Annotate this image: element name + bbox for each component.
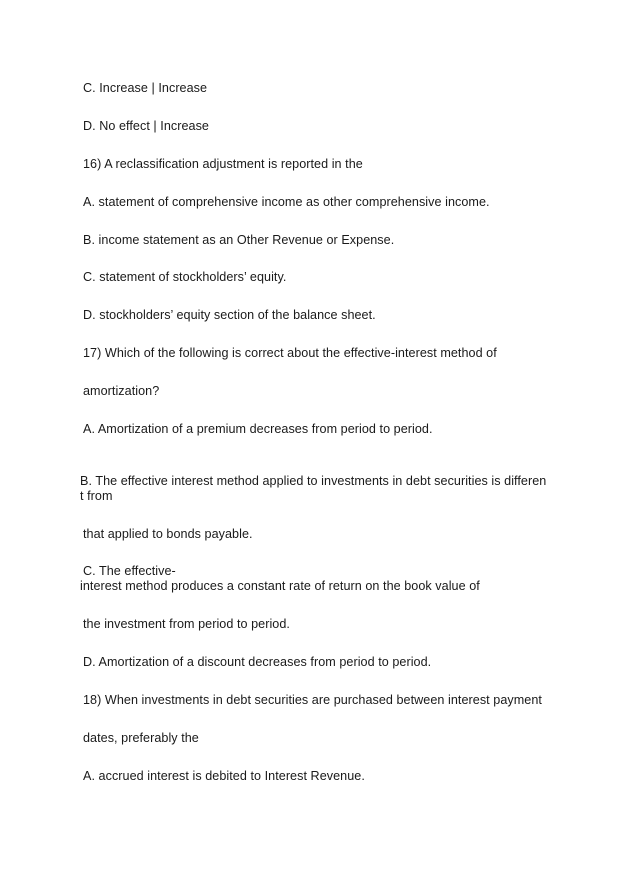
question-16: 16) A reclassification adjustment is reported in the bbox=[83, 157, 363, 171]
option-b-q16: B. income statement as an Other Revenue or Expense. bbox=[83, 233, 395, 247]
option-a-q18: A. accrued interest is debited to Interest Revenue. bbox=[83, 769, 365, 783]
option-b-q17-wrap: t from bbox=[80, 489, 113, 503]
option-c-q17-end: the investment from period to period. bbox=[83, 617, 290, 631]
option-c-q15: C. Increase | Increase bbox=[83, 81, 208, 95]
question-18-continued: dates, preferably the bbox=[83, 731, 199, 745]
option-d-q16: D. stockholders’ equity section of the balance sheet. bbox=[83, 308, 376, 322]
option-a-q16: A. statement of comprehensive income as other comprehensive income. bbox=[83, 195, 490, 209]
option-c-q16: C. statement of stockholders’ equity. bbox=[83, 270, 287, 284]
option-c-q17-continued: interest method produces a constant rate of return on the book value of bbox=[80, 579, 480, 593]
question-18: 18) When investments in debt securities are purchased between interest payment bbox=[83, 693, 542, 707]
option-d-q17: D. Amortization of a discount decreases from period to period. bbox=[83, 655, 432, 669]
option-b-q17: B. The effective interest method applied to investments in debt securities is differen bbox=[80, 474, 547, 488]
option-a-q17: A. Amortization of a premium decreases from period to period. bbox=[83, 422, 433, 436]
option-d-q15: D. No effect | Increase bbox=[83, 119, 209, 133]
option-c-q17: C. The effective- bbox=[83, 564, 176, 578]
question-17-continued: amortization? bbox=[83, 384, 160, 398]
option-b-q17-continued: that applied to bonds payable. bbox=[83, 527, 253, 541]
question-17: 17) Which of the following is correct about the effective-interest method of bbox=[83, 346, 497, 360]
